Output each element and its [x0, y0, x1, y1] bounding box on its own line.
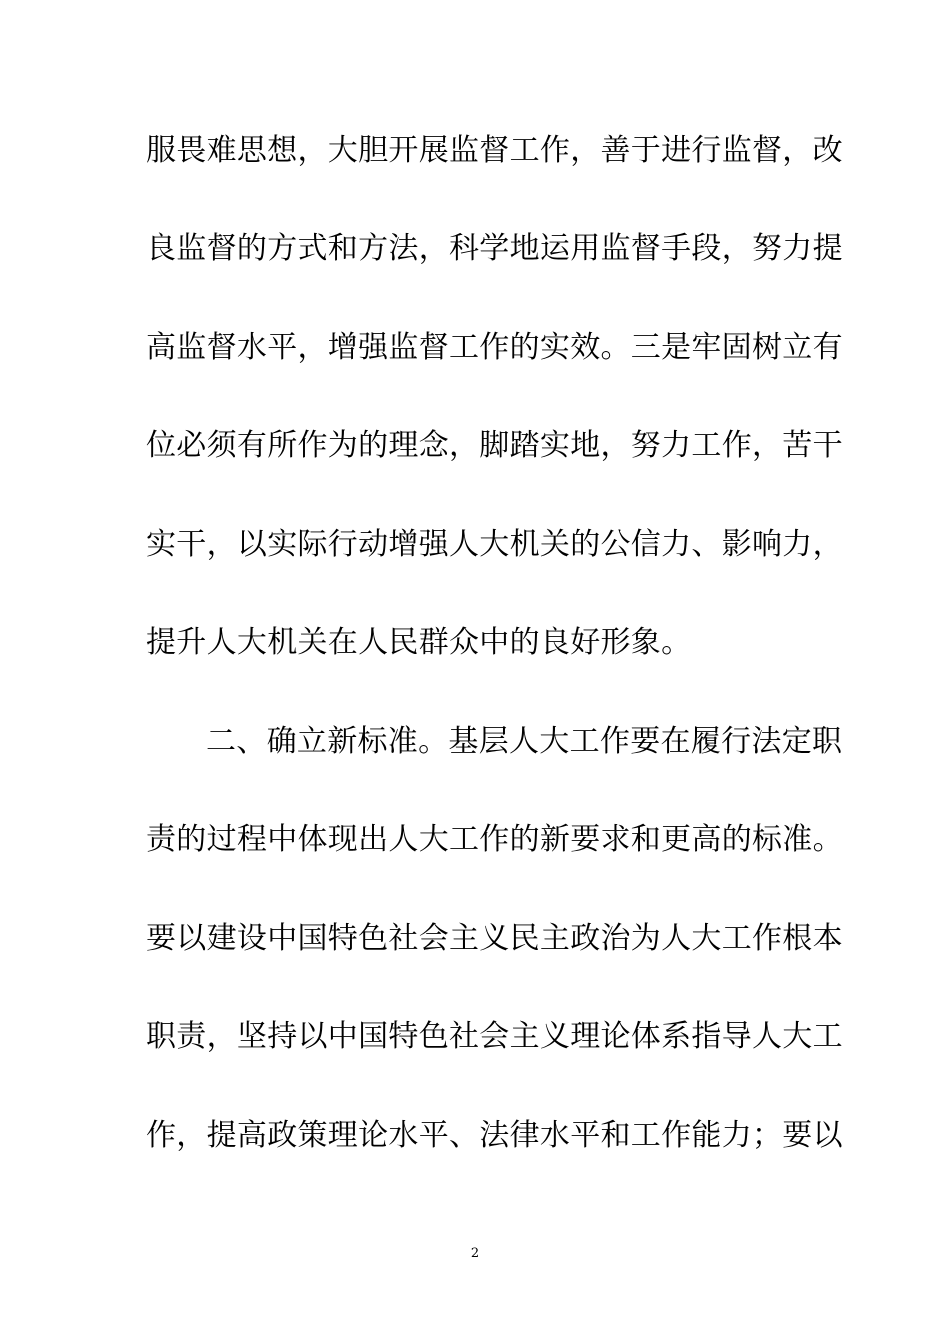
page-number: 2: [470, 1246, 480, 1261]
text-line: 要以建设中国特色社会主义民主政治为人大工作根本: [146, 921, 843, 956]
text-line: 职责，坚持以中国特色社会主义理论体系指导人大工: [146, 1019, 843, 1054]
text-line: 责的过程中体现出人大工作的新要求和更高的标准。: [146, 822, 843, 857]
text-line: 提升人大机关在人民群众中的良好形象。: [146, 625, 692, 660]
text-line: 良监督的方式和方法，科学地运用监督手段，努力提: [146, 231, 843, 266]
text-line: 位必须有所作为的理念，脚踏实地，努力工作，苦干: [146, 428, 843, 463]
section-heading-line: 二、确立新标准。基层人大工作要在履行法定职: [206, 724, 843, 759]
text-line: 实干，以实际行动增强人大机关的公信力、影响力，: [146, 527, 843, 562]
text-line: 高监督水平，增强监督工作的实效。三是牢固树立有: [146, 330, 843, 365]
text-line: 服畏难思想，大胆开展监督工作，善于进行监督，改: [146, 133, 843, 168]
text-line: 作，提高政策理论水平、法律水平和工作能力；要以: [146, 1118, 843, 1153]
